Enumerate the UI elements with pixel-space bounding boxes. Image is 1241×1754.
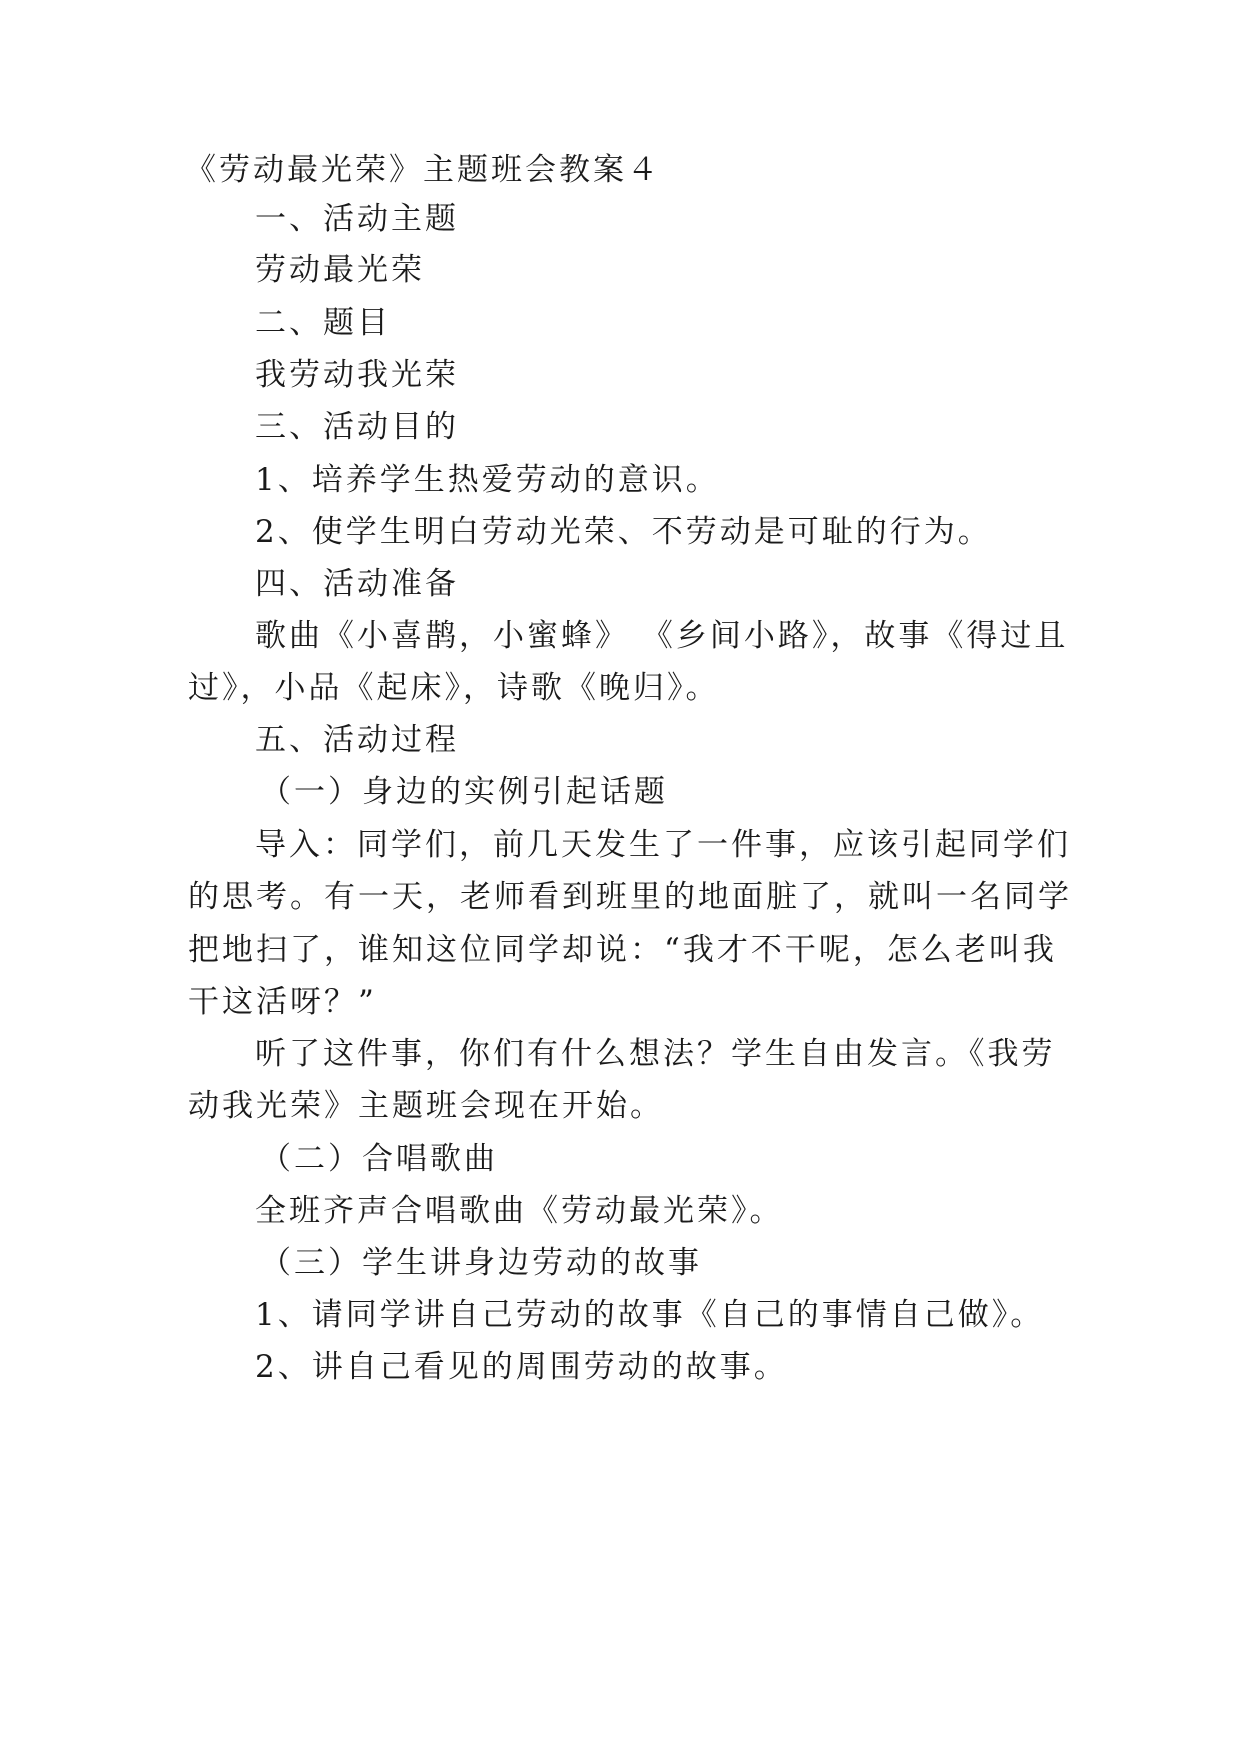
section-heading-4: 四、活动准备	[255, 566, 459, 602]
list-item: 2、使学生明白劳动光荣、不劳动是可耻的行为。	[255, 514, 992, 550]
paragraph: 全班齐声合唱歌曲《劳动最光荣》。	[255, 1193, 784, 1229]
subsection-heading-3: （三）学生讲身边劳动的故事	[260, 1245, 702, 1281]
paragraph-continuation: 的思考。有一天，老师看到班里的地面脏了，就叫一名同学	[188, 879, 1072, 915]
subsection-heading-1: （一）身边的实例引起话题	[260, 774, 668, 810]
paragraph-continuation: 过》，小品《起床》，诗歌《晚归》。	[188, 670, 720, 706]
paragraph: 劳动最光荣	[255, 252, 425, 288]
paragraph-continuation: 干这活呀？”	[188, 984, 377, 1020]
paragraph: 歌曲《小喜鹊，小蜜蜂》 《乡间小路》，故事《得过且	[255, 618, 1069, 654]
subsection-heading-2: （二）合唱歌曲	[260, 1141, 498, 1177]
paragraph: 听了这件事，你们有什么想法？学生自由发言。《我劳	[255, 1036, 1056, 1072]
section-heading-1: 一、活动主题	[255, 201, 459, 237]
list-item: 2、讲自己看见的周围劳动的故事。	[255, 1349, 788, 1385]
document-title: 《劳动最光荣》主题班会教案４	[185, 152, 661, 188]
paragraph: 导入：同学们，前几天发生了一件事，应该引起同学们	[255, 827, 1071, 863]
section-heading-2: 二、题目	[255, 305, 391, 341]
paragraph-continuation: 把地扫了，谁知这位同学却说：“我才不干呢，怎么老叫我	[188, 932, 1057, 968]
section-heading-5: 五、活动过程	[255, 722, 459, 758]
section-heading-3: 三、活动目的	[255, 409, 459, 445]
paragraph-continuation: 动我光荣》主题班会现在开始。	[188, 1088, 664, 1124]
list-item: 1、培养学生热爱劳动的意识。	[255, 462, 720, 498]
list-item: 1、请同学讲自己劳动的故事《自己的事情自己做》。	[255, 1297, 1045, 1333]
paragraph: 我劳动我光荣	[255, 357, 459, 393]
